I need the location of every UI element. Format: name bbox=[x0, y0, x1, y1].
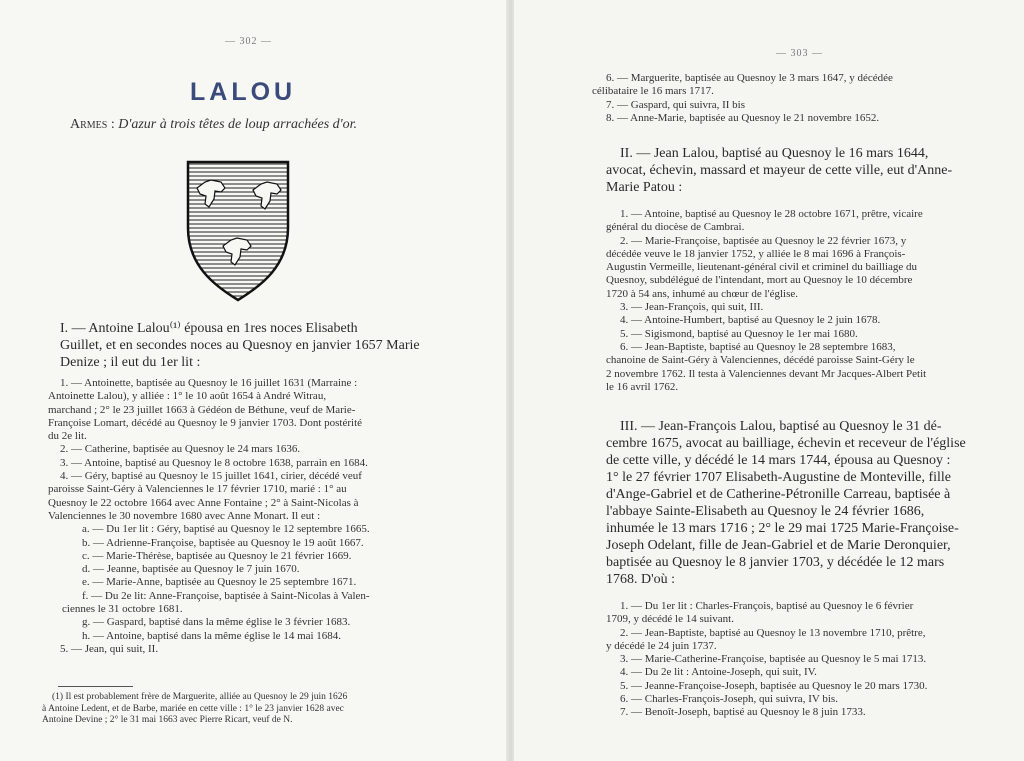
entry-line: 3. — Marie-Catherine-Françoise, baptisée au Quesnoy le 5 mai 1713. bbox=[620, 653, 927, 666]
entry-line: marchand ; 2° le 23 juillet 1663 à Gédéon de Béthune, veuf de Marie- bbox=[48, 403, 356, 416]
entry-line: 7. — Benoît-Joseph, baptisé au Quesnoy le 8 juin 1733. bbox=[620, 706, 866, 719]
footnote-line: (1) Il est probablement frère de Marguerite, alliée au Quesnoy le 29 juin 1626 bbox=[52, 692, 348, 702]
entry-line: Quesnoy le 22 octobre 1664 avec Anne Fontaine ; 2° à Saint-Nicolas à bbox=[48, 496, 359, 509]
entry-line: d. — Jeanne, baptisée au Quesnoy le 7 juin 1670. bbox=[82, 563, 300, 576]
entry-line: e. — Marie-Anne, baptisée au Quesnoy le 25 septembre 1671. bbox=[82, 576, 357, 589]
entry-line: ciennes le 31 octobre 1681. bbox=[62, 603, 183, 616]
section-1-intro bbox=[60, 320, 420, 371]
entry-line: 4. — Du 2e lit : Antoine-Joseph, qui suit, IV. bbox=[620, 666, 817, 679]
entry-line: 7. — Gaspard, qui suivra, II bis bbox=[606, 98, 746, 111]
intro-line: l'abbaye Sainte-Elisabeth au Quesnoy le 24 février 1686, bbox=[606, 504, 925, 519]
entry-line: 5. — Sigismond, baptisé au Quesnoy le 1er mai 1680. bbox=[620, 327, 858, 340]
intro-line: 1768. D'où : bbox=[606, 572, 676, 587]
entry-line: 3. — Antoine, baptisé au Quesnoy le 8 octobre 1638, parrain en 1684. bbox=[60, 456, 368, 469]
entry-line: 1709, y décédé le 14 suivant. bbox=[606, 613, 734, 626]
entry-line: 2. — Jean-Baptiste, baptisé au Quesnoy le 13 novembre 1710, prêtre, bbox=[620, 626, 926, 639]
intro-line: III. — Jean-François Lalou, baptisé au Quesnoy le 31 dé- bbox=[620, 419, 942, 434]
entry-line: 1. — Antoine, baptisé au Quesnoy le 28 octobre 1671, prêtre, vicaire bbox=[620, 208, 923, 220]
intro-line: II. — Jean Lalou, baptisé au Quesnoy le 16 mars 1644, bbox=[620, 146, 929, 161]
intro-line: Denize ; il eut du 1er lit : bbox=[60, 355, 201, 370]
entry-line: 4. — Antoine-Humbert, baptisé au Quesnoy le 2 juin 1678. bbox=[620, 314, 881, 327]
entry-line: 2 novembre 1762. Il testa à Valenciennes devant Mr Jacques-Albert Petit bbox=[606, 367, 927, 380]
left-page bbox=[0, 0, 508, 761]
entry-line: décédée veuve le 18 janvier 1752, y alliée le 8 mai 1696 à François- bbox=[606, 247, 906, 260]
arms-line bbox=[70, 117, 357, 133]
entry-line: 8. — Anne-Marie, baptisée au Quesnoy le 21 novembre 1652. bbox=[606, 111, 880, 124]
entry-line: 1. — Du 1er lit : Charles-François, baptisé au Quesnoy le 6 février bbox=[620, 600, 914, 612]
arms-text: D'azur à trois têtes de loup arrachées d'or. bbox=[118, 117, 358, 132]
entry-line: y décédé le 24 juin 1737. bbox=[606, 639, 717, 652]
intro-line: Joseph Odelant, fille de Jean-Gabriel et de Marie Deronquier, bbox=[606, 538, 951, 553]
entry-line: chanoine de Saint-Géry à Valenciennes, décédé paroisse Saint-Géry le bbox=[606, 354, 915, 367]
entry-line: Françoise Lomart, décédé au Quesnoy le 9 janvier 1703. Dont postérité bbox=[48, 416, 363, 429]
entry-line: b. — Adrienne-Françoise, baptisée au Quesnoy le 19 août 1667. bbox=[82, 536, 364, 549]
entry-line: a. — Du 1er lit : Géry, baptisé au Quesnoy le 12 septembre 1665. bbox=[82, 523, 370, 536]
entry-line: 6. — Marguerite, baptisée au Quesnoy le 3 mars 1647, y décédée bbox=[606, 72, 893, 84]
intro-line: 1° le 27 février 1707 Elisabeth-Augustine de Monteville, fille bbox=[606, 470, 952, 485]
family-title: LALOU bbox=[190, 78, 297, 106]
entry-line: 5. — Jeanne-Françoise-Joseph, baptisée au Quesnoy le 20 mars 1730. bbox=[620, 679, 928, 692]
footnote-line: Antoine Devine ; 2° le 31 mai 1663 avec Pierre Ricart, veuf de N. bbox=[42, 715, 293, 725]
section-2-entries bbox=[606, 208, 926, 394]
intro-line: d'Ange-Gabriel et de Catherine-Pétronille Carreau, baptisée à bbox=[606, 487, 951, 502]
entry-line: 3. — Jean-François, qui suit, III. bbox=[620, 301, 764, 314]
intro-line: inhumée le 13 mars 1716 ; 2° le 29 mai 1725 Marie-Françoise- bbox=[606, 521, 959, 536]
entry-line: 2. — Marie-Françoise, baptisée au Quesnoy le 22 février 1673, y bbox=[620, 234, 907, 247]
entry-line: le 16 avril 1762. bbox=[606, 380, 679, 393]
entry-line: 2. — Catherine, baptisée au Quesnoy le 24 mars 1636. bbox=[60, 443, 301, 456]
entry-line: c. — Marie-Thérèse, baptisée au Quesnoy le 21 février 1669. bbox=[82, 549, 352, 562]
section-3-intro bbox=[606, 418, 966, 588]
section-3-entries bbox=[606, 600, 927, 720]
entry-line: 6. — Jean-Baptiste, baptisé au Quesnoy le 28 septembre 1683, bbox=[620, 340, 896, 353]
entry-line: 4. — Géry, baptisé au Quesnoy le 15 juillet 1641, cirier, décédé veuf bbox=[60, 470, 362, 483]
entry-line: 1720 à 54 ans, inhumé au chœur de l'église. bbox=[606, 287, 798, 300]
entry-line: Valenciennes le 30 novembre 1680 avec Anne Monart. Il eut : bbox=[48, 509, 321, 522]
entry-line: 5. — Jean, qui suit, II. bbox=[60, 642, 159, 655]
entry-line: Antoinette Lalou), y alliée : 1° le 10 août 1654 à André Witrau, bbox=[48, 390, 327, 403]
intro-line: I. — Antoine Lalou⁽¹⁾ épousa en 1res noces Elisabeth bbox=[60, 321, 358, 336]
entry-line: célibataire le 16 mars 1717. bbox=[592, 85, 714, 98]
intro-line: baptisée au Quesnoy le 8 janvier 1703, y décédée le 12 mars bbox=[606, 555, 945, 570]
arms-label: Armes : bbox=[70, 117, 115, 132]
entry-line: 1. — Antoinette, baptisée au Quesnoy le 16 juillet 1631 (Marraine : bbox=[60, 377, 358, 389]
entry-line: 6. — Charles-François-Joseph, qui suivra, IV bis. bbox=[620, 693, 838, 706]
entry-line: du 2e lit. bbox=[48, 430, 87, 443]
continued-entries bbox=[592, 72, 893, 125]
section-1-entries bbox=[48, 377, 370, 656]
footnote bbox=[42, 692, 347, 727]
entry-line: f. — Du 2e lit: Anne-Françoise, baptisée à Saint-Nicolas à Valen- bbox=[82, 589, 370, 602]
entry-line: g. — Gaspard, baptisé dans la même église le 3 février 1683. bbox=[82, 616, 351, 629]
intro-line: cembre 1675, avocat au bailliage, échevin et receveur de l'église bbox=[606, 436, 966, 451]
intro-line: Guillet, et en secondes noces au Quesnoy en janvier 1657 Marie bbox=[60, 338, 420, 353]
intro-line: avocat, échevin, massard et mayeur de cette ville, eut d'Anne- bbox=[606, 163, 953, 178]
entry-line: h. — Antoine, baptisé dans la même église le 14 mai 1684. bbox=[82, 629, 342, 642]
intro-line: de cette ville, y décédé le 14 mars 1744, épousa au Quesnoy : bbox=[606, 453, 951, 468]
entry-line: général du diocèse de Cambrai. bbox=[606, 221, 745, 234]
footnote-rule bbox=[58, 686, 133, 687]
page-number-303: — 303 — bbox=[776, 48, 823, 59]
page-number-302: — 302 — bbox=[225, 36, 272, 47]
entry-line: paroisse Saint-Géry à Valenciennes le 17 février 1710, marié : 1° au bbox=[48, 483, 347, 496]
right-page bbox=[514, 0, 1024, 761]
entry-line: Augustin Vermeille, lieutenant-général civil et criminel du bailliage du bbox=[606, 261, 918, 274]
intro-line: Marie Patou : bbox=[606, 180, 683, 195]
entry-line: Quesnoy, subdélégué de l'intendant, mort au Quesnoy le 10 décembre bbox=[606, 274, 913, 287]
footnote-line: à Antoine Ledent, et de Barbe, mariée en cette ville : 1° le 23 janvier 1628 avec bbox=[42, 703, 344, 714]
coat-of-arms-icon bbox=[183, 158, 293, 304]
section-2-intro bbox=[606, 145, 952, 196]
